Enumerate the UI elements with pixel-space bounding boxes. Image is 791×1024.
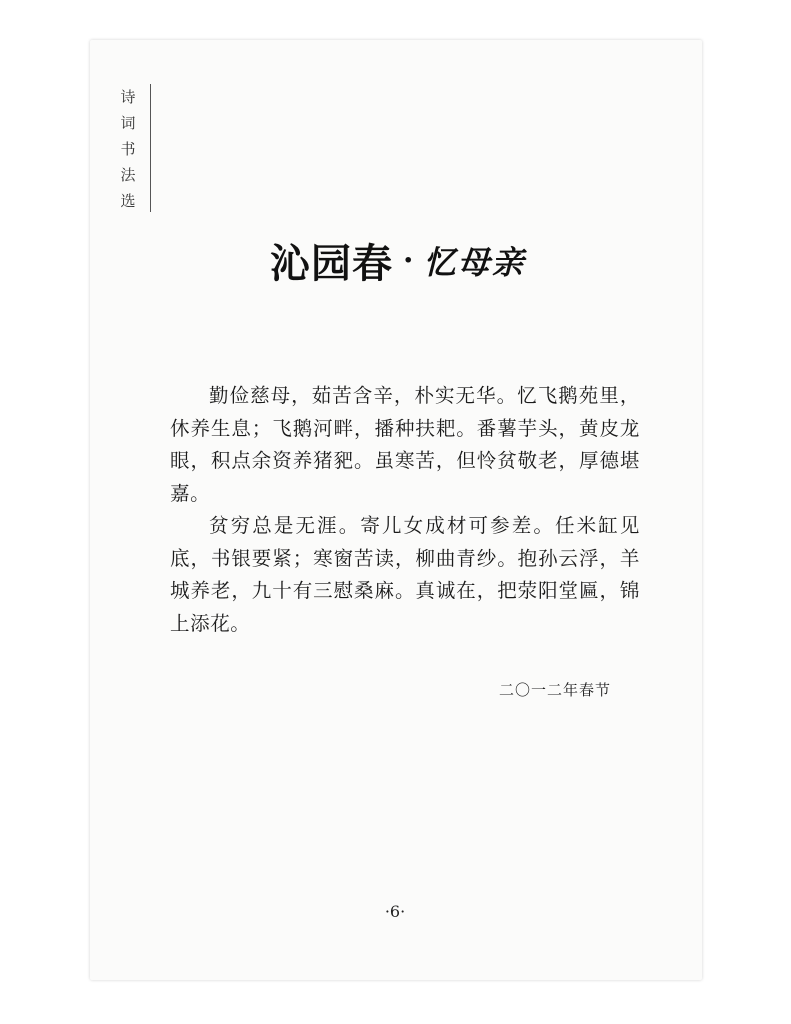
section-label-char: 选	[120, 192, 136, 210]
section-label-char: 法	[120, 166, 136, 184]
section-label-char: 诗	[120, 88, 136, 106]
section-label	[115, 84, 141, 214]
poem-stanza-1: 勤俭慈母，茹苦含辛，朴实无华。忆飞鹅苑里，休养生息；飞鹅河畔，播种扶耙。番薯芋头，黄皮龙眼，积点余资养猪豝。虽寒苦，但怜贫敬老，厚德堪嘉。	[170, 384, 640, 505]
poem-stanza-2: 贫穷总是无涯。寄儿女成材可参差。任米缸见底，书银要紧；寒窗苦读，柳曲青纱。抱孙云浮，羊城养老，九十有三慰桑麻。真诚在，把荥阳堂匾，锦上添花。	[170, 514, 640, 635]
section-divider	[150, 84, 151, 212]
poem-date: 二〇一二年春节	[498, 681, 611, 699]
page-number: ·6·	[384, 902, 406, 921]
poem-title	[270, 232, 525, 289]
title-subtitle: 忆母亲	[423, 243, 526, 282]
title-separator: ·	[403, 243, 414, 278]
section-label-char: 书	[120, 140, 136, 158]
section-label-char: 词	[120, 114, 136, 132]
title-main: 沁园春	[270, 241, 393, 287]
poem-body	[170, 380, 640, 640]
